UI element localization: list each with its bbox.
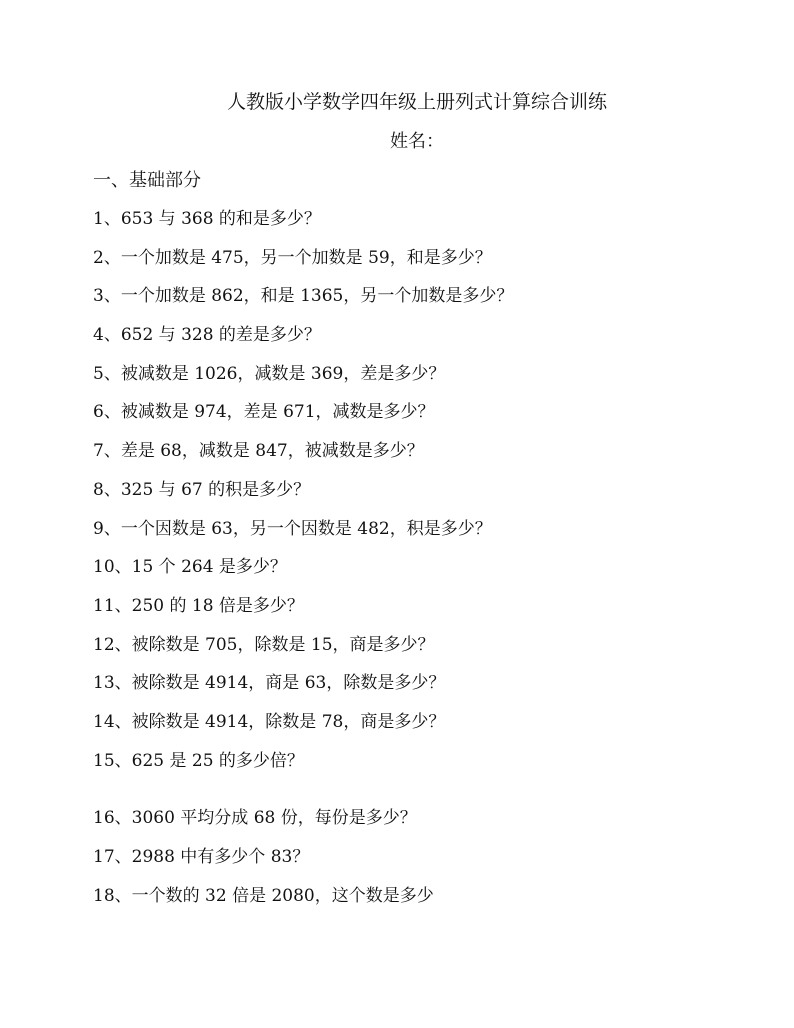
problem-item: 4、652 与 328 的差是多少？	[93, 325, 321, 346]
problem-item: 6、被减数是 974，差是 671，减数是多少？	[93, 402, 435, 423]
problem-item: 1、653 与 368 的和是多少？	[93, 209, 321, 229]
problem-item: 2、一个加数是 475，另一个加数是 59，和是多少？	[93, 247, 492, 268]
problem-item: 12、被除数是 705，除数是 15，商是多少？	[93, 634, 435, 655]
problem-item: 15、625 是 25 的多少倍？	[93, 750, 304, 771]
problem-item: 11、250 的 18 倍是多少？	[93, 595, 304, 616]
name-label: 姓名：	[390, 131, 444, 152]
section-heading: 一、基础部分	[93, 170, 201, 191]
problem-item: 10、15 个 264 是多少？	[93, 557, 287, 578]
problem-item: 16、3060 平均分成 68 份，每份是多少？	[93, 808, 417, 829]
problem-item: 5、被减数是 1026，减数是 369，差是多少？	[93, 363, 446, 384]
problem-item: 14、被除数是 4914，除数是 78，商是多少？	[93, 711, 446, 732]
problem-item: 18、一个数的 32 倍是 2080，这个数是多少	[93, 885, 434, 906]
worksheet-title: 人教版小学数学四年级上册列式计算综合训练	[226, 91, 607, 113]
problem-list	[93, 206, 753, 921]
problem-item: 9、一个因数是 63，另一个因数是 482，积是多少？	[93, 518, 492, 539]
problem-item: 8、325 与 67 的积是多少？	[93, 479, 311, 500]
problem-item: 17、2988 中有多少个 83？	[93, 847, 310, 867]
problem-item: 7、差是 68，减数是 847，被减数是多少？	[93, 441, 424, 462]
problem-item: 3、一个加数是 862，和是 1365，另一个加数是多少？	[93, 286, 514, 307]
problem-item: 13、被除数是 4914，商是 63，除数是多少？	[93, 673, 446, 694]
